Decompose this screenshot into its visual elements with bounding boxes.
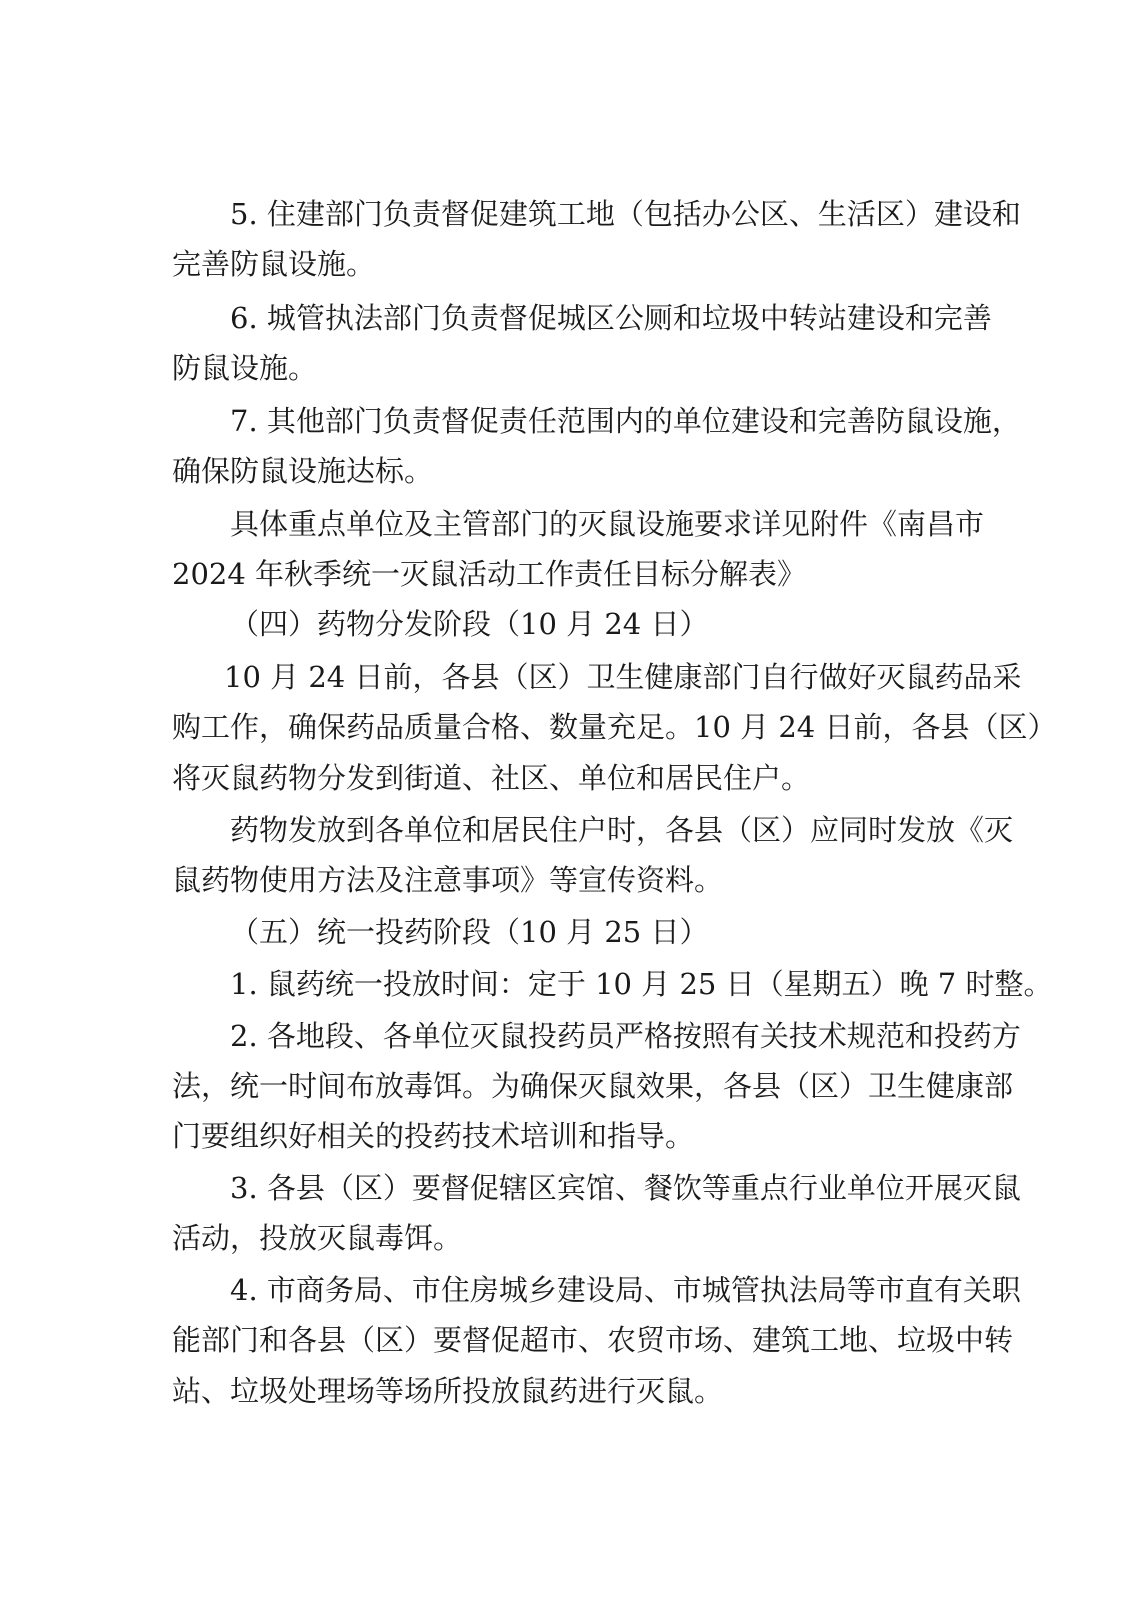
- paragraph-line: 4. 市商务局、市住房城乡建设局、市城管执法局等市直有关职: [230, 1273, 1021, 1307]
- paragraph-line: 7. 其他部门负责督促责任范围内的单位建设和完善防鼠设施，: [230, 404, 1021, 438]
- paragraph-line: 能部门和各县（区）要督促超市、农贸市场、建筑工地、垃圾中转: [172, 1323, 1014, 1357]
- paragraph-line: 站、垃圾处理场等场所投放鼠药进行灭鼠。: [172, 1374, 724, 1408]
- paragraph-line: 2. 各地段、各单位灭鼠投药员严格按照有关技术规范和投药方: [230, 1019, 1021, 1053]
- paragraph-line: 6. 城管执法部门负责督促城区公厕和垃圾中转站建设和完善: [230, 301, 992, 335]
- paragraph-line: 门要组织好相关的投药技术培训和指导。: [172, 1119, 695, 1153]
- paragraph-line: 防鼠设施。: [172, 351, 318, 385]
- paragraph-line: 具体重点单位及主管部门的灭鼠设施要求详见附件《南昌市: [230, 507, 985, 541]
- paragraph-line: 活动，投放灭鼠毒饵。: [172, 1221, 463, 1255]
- paragraph-line: 鼠药物使用方法及注意事项》等宣传资料。: [172, 863, 724, 897]
- paragraph-line: 法，统一时间布放毒饵。为确保灭鼠效果，各县（区）卫生健康部: [172, 1069, 1014, 1103]
- paragraph-line: 药物发放到各单位和居民住户时，各县（区）应同时发放《灭: [230, 813, 1014, 847]
- paragraph-line: 完善防鼠设施。: [172, 247, 376, 281]
- paragraph-line: 确保防鼠设施达标。: [172, 454, 434, 488]
- paragraph-line: 10 月 24 日前，各县（区）卫生健康部门自行做好灭鼠药品采: [224, 660, 1022, 694]
- paragraph-line: 2024 年秋季统一灭鼠活动工作责任目标分解表》: [172, 557, 807, 591]
- paragraph-line: 购工作，确保药品质量合格、数量充足。10 月 24 日前，各县（区）: [172, 710, 1057, 744]
- paragraph-line: 1. 鼠药统一投放时间：定于 10 月 25 日（星期五）晚 7 时整。: [230, 967, 1053, 1001]
- paragraph-line: 将灭鼠药物分发到街道、社区、单位和居民住户。: [172, 761, 811, 795]
- paragraph-line: 3. 各县（区）要督促辖区宾馆、餐饮等重点行业单位开展灭鼠: [230, 1171, 1021, 1205]
- paragraph-line: 5. 住建部门负责督促建筑工地（包括办公区、生活区）建设和: [230, 197, 1021, 231]
- section-heading: （四）药物分发阶段（10 月 24 日）: [230, 607, 709, 641]
- section-heading: （五）统一投药阶段（10 月 25 日）: [230, 915, 709, 949]
